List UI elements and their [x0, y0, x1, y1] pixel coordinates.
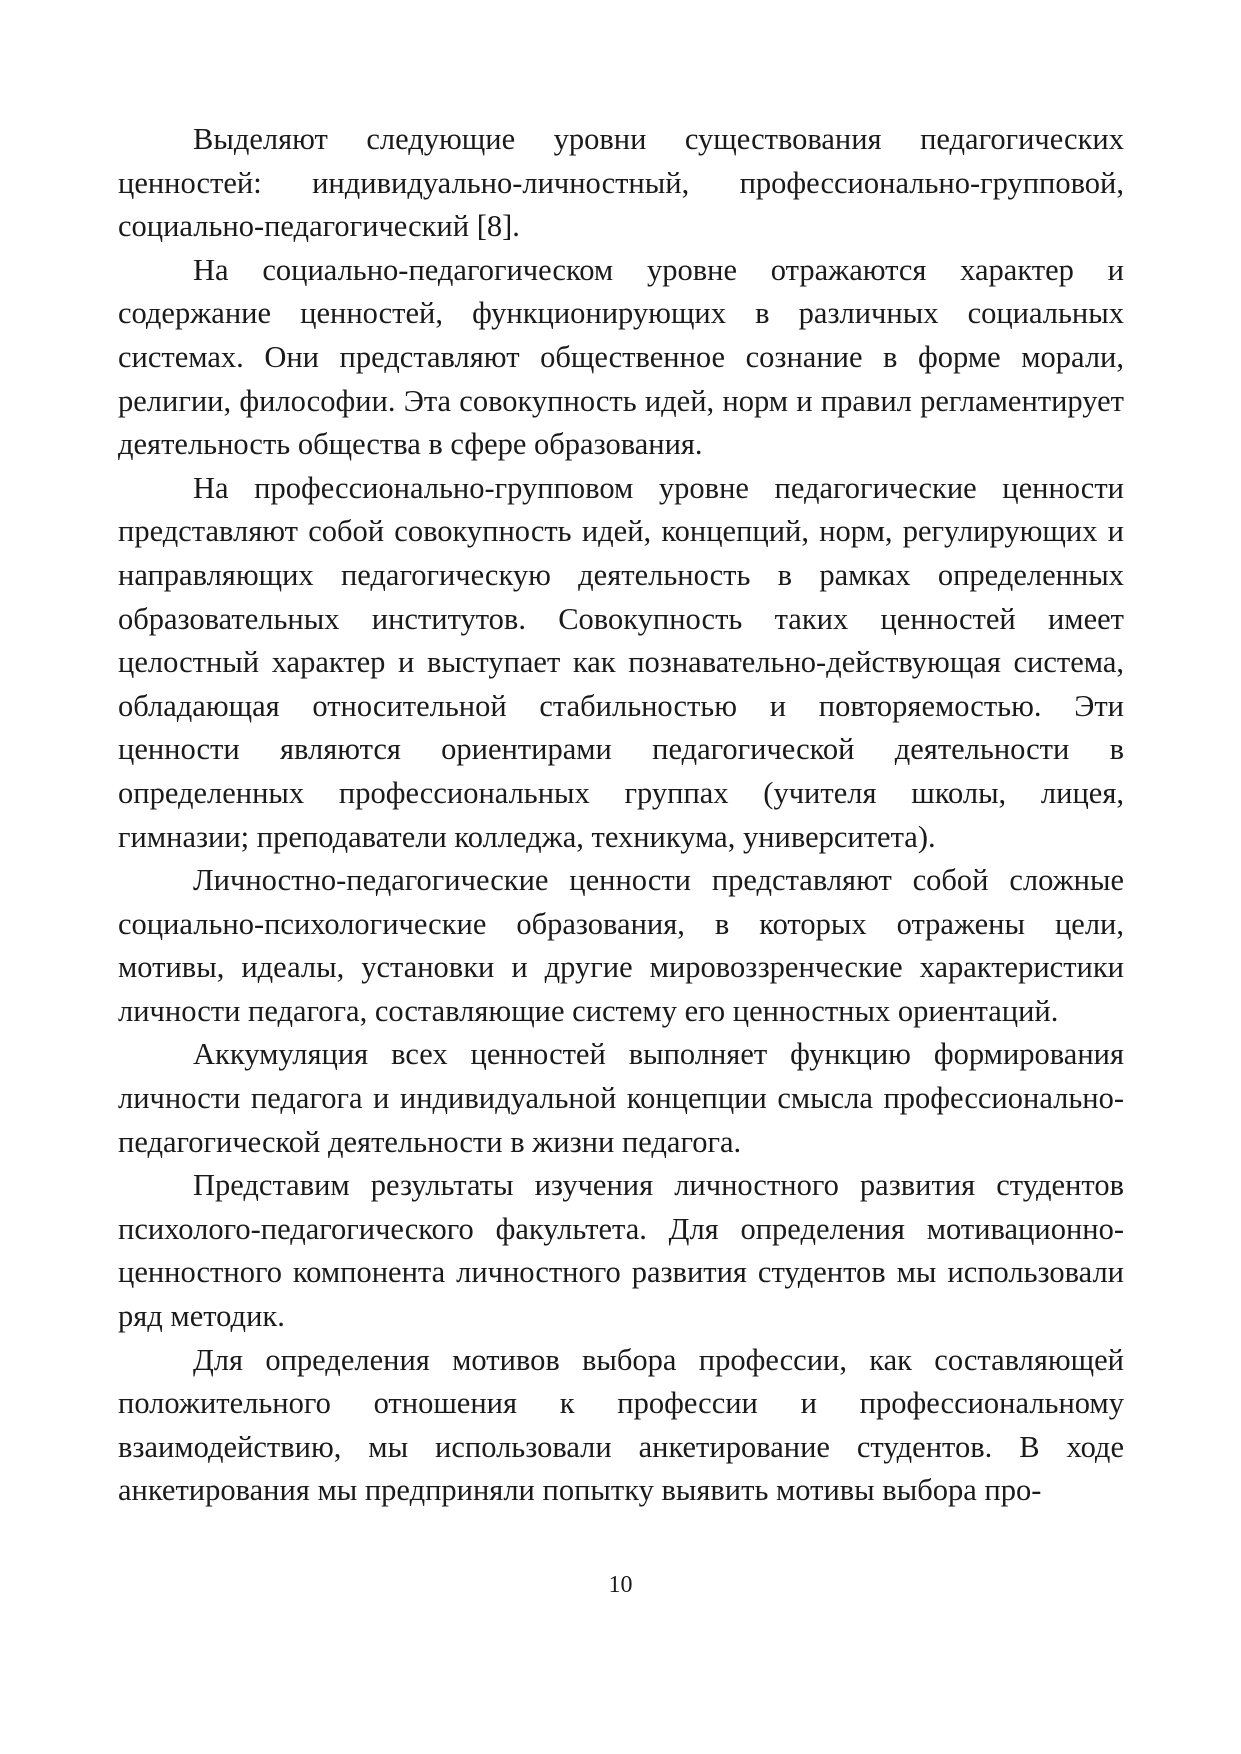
paragraph-personal-pedagogical-values: Личностно-педагогические ценности представляют собой сложные социально-психологические образования, в которых отражены цели, мотивы, идеалы, установки и другие мировоззренческие характеристики личности педагога, составляющие систему его ценностных ориентаций. — [118, 863, 1124, 1028]
page-number: 10 — [608, 1572, 633, 1598]
paragraph-levels-of-values: Выделяют следующие уровни существования педагогических ценностей: индивидуально-личностный, профессионально-групповой, социально-педагогический [8]. — [118, 122, 1124, 244]
paragraph-professional-group-level: На профессионально-групповом уровне педагогические ценности представляют собой совокупность идей, концепций, норм, регулирующих и направляющих педагогическую деятельность в рамках определенных образовательных институтов. Совокупность таких ценностей имеет целостный характер и выступает как познавательно-действующая система, обладающая относительной стабильностью и повторяемостью. Эти ценности являются ориентирами педагогической деятельности в определенных профессиональных группах (учителя школы, лицея, гимназии; преподаватели колледжа, техникума, университета). — [118, 470, 1124, 854]
paragraph-social-pedagogical-level: На социально-педагогическом уровне отражаются характер и содержание ценностей, функционирующих в различных социальных системах. Они представляют общественное сознание в форме морали, религии, философии. Эта совокупность идей, норм и правил регламентирует деятельность общества в сфере образования. — [118, 252, 1124, 462]
paragraph-accumulation-of-values: Аккумуляция всех ценностей выполняет функцию формирования личности педагога и индивидуальной концепции смысла профессионально-педагогической деятельности в жизни педагога. — [118, 1037, 1124, 1159]
paragraph-profession-motives: Для определения мотивов выбора профессии, как составляющей положительного отношения к профессии и профессиональному взаимодействию, мы использовали анкетирование студентов. В ходе анкетирования мы предприняли попытку выявить мотивы выбора про- — [118, 1342, 1124, 1508]
page-body — [118, 118, 1124, 1513]
paragraph-study-results: Представим результаты изучения личностного развития студентов психолого-педагогического факультета. Для определения мотивационно-ценностного компонента личностного развития студентов мы использовали ряд методик. — [118, 1168, 1124, 1334]
